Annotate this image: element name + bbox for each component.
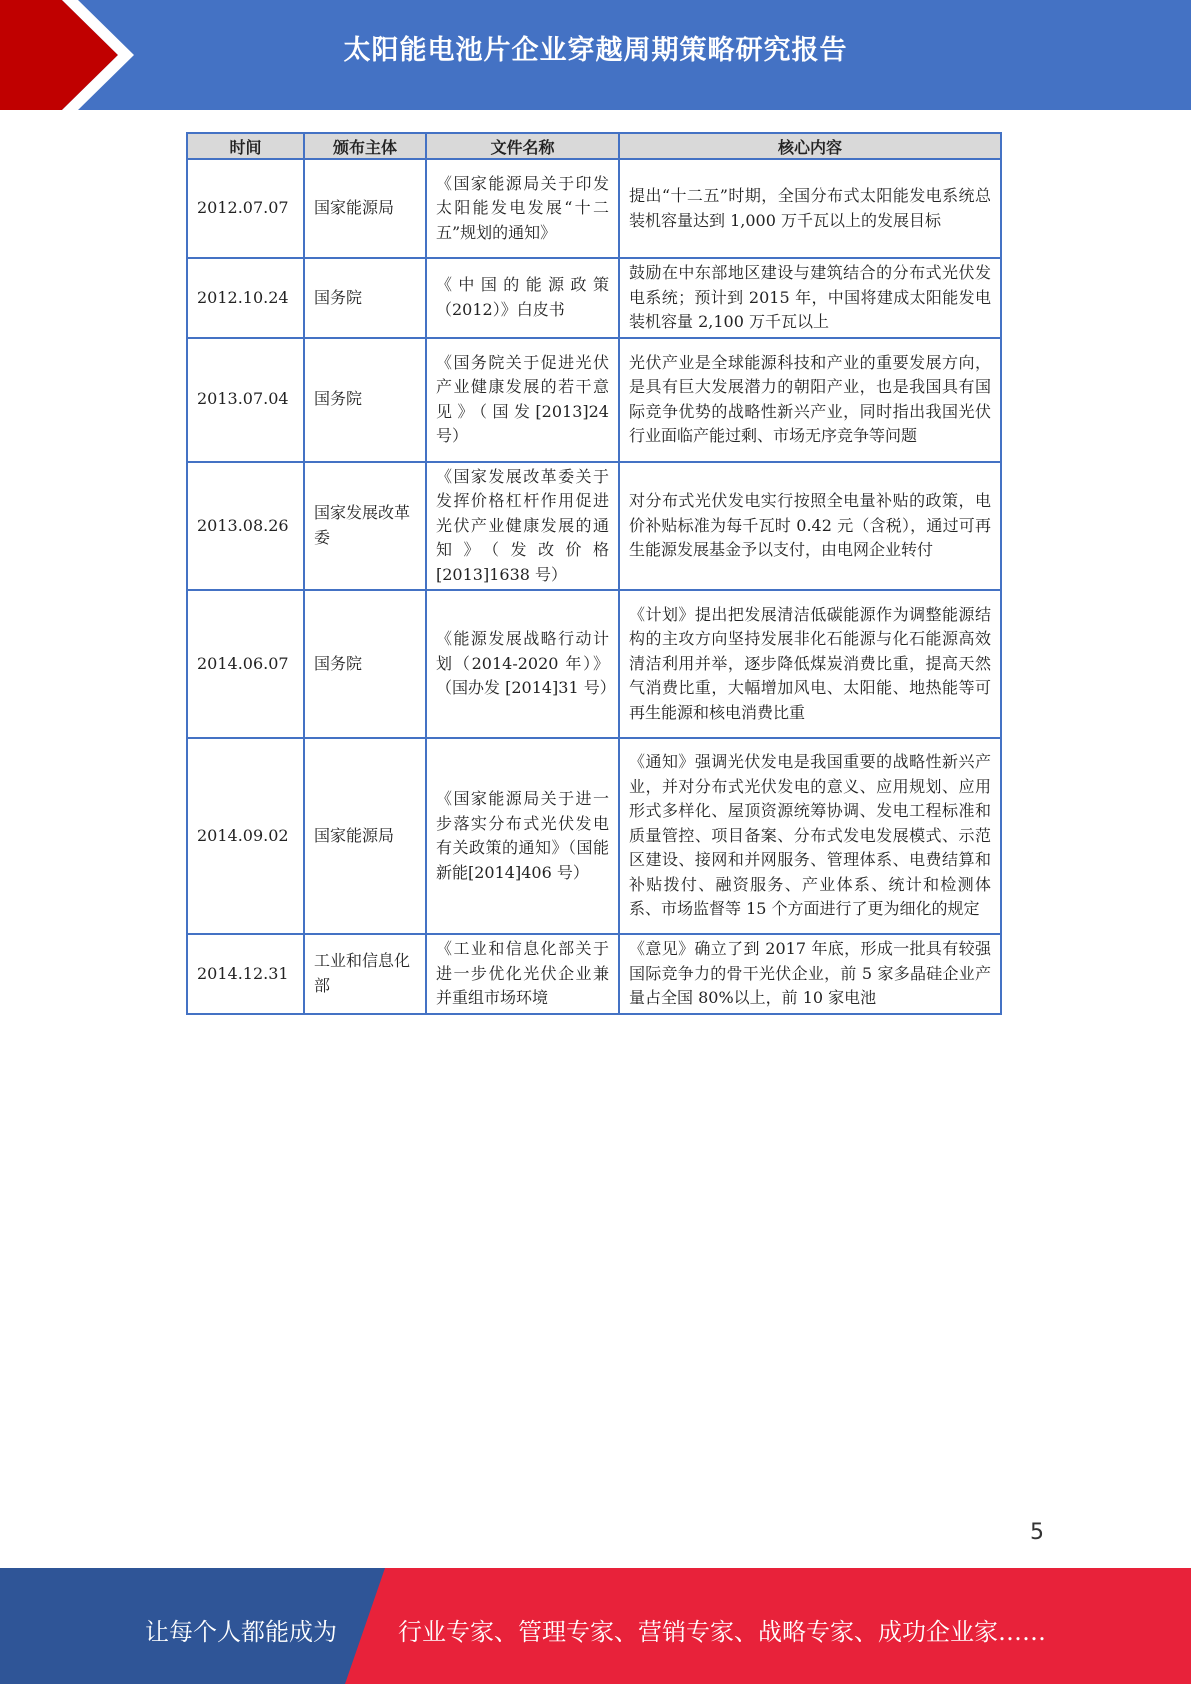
table-row: [187, 934, 1001, 1014]
cell-date: 2014.12.31: [187, 934, 304, 1014]
cell-date: 2014.06.07: [187, 590, 304, 738]
cell-document: 《工业和信息化部关于进一步优化光伏企业兼并重组市场环境: [426, 934, 619, 1014]
page-footer: [0, 1568, 1191, 1684]
column-header-document: 文件名称: [426, 133, 619, 159]
cell-issuer: 国家能源局: [304, 738, 426, 934]
table-row: [187, 338, 1001, 462]
column-header-issuer: 颁布主体: [304, 133, 426, 159]
cell-content: 对分布式光伏发电实行按照全电量补贴的政策，电价补贴标准为每千瓦时 0.42 元（含税），通过可再生能源发展基金予以支付，由电网企业转付: [619, 462, 1001, 591]
column-header-content: 核心内容: [619, 133, 1001, 159]
header-chevron-icon: [0, 0, 160, 110]
cell-content: 《通知》强调光伏发电是我国重要的战略性新兴产业，并对分布式光伏发电的意义、应用规划、应用形式多样化、屋顶资源统筹协调、发电工程标准和质量管控、项目备案、分布式发电发展模式、示范区建设、接网和并网服务、管理体系、电费结算和补贴拨付、融资服务、产业体系、统计和检测体系、市场监督等 15 个方面进行了更为细化的规定: [619, 738, 1001, 934]
cell-date: 2013.08.26: [187, 462, 304, 591]
page-number: 5: [1030, 1520, 1044, 1545]
cell-content: 提出“十二五”时期，全国分布式太阳能发电系统总装机容量达到 1,000 万千瓦以上的发展目标: [619, 159, 1001, 258]
footer-slogan-right: 行业专家、管理专家、营销专家、战略专家、成功企业家……: [398, 1618, 1046, 1646]
cell-date: 2014.09.02: [187, 738, 304, 934]
cell-document: 《国务院关于促进光伏产业健康发展的若干意见》（国发[2013]24 号）: [426, 338, 619, 462]
cell-issuer: 国家发展改革委: [304, 462, 426, 591]
cell-content: 鼓励在中东部地区建设与建筑结合的分布式光伏发电系统；预计到 2015 年，中国将建成太阳能发电装机容量 2,100 万千瓦以上: [619, 258, 1001, 338]
cell-content: 《意见》确立了到 2017 年底，形成一批具有较强国际竞争力的骨干光伏企业，前 5 家多晶硅企业产量占全国 80%以上，前 10 家电池: [619, 934, 1001, 1014]
table-row: [187, 258, 1001, 338]
table-row: [187, 159, 1001, 258]
cell-issuer: 国家能源局: [304, 159, 426, 258]
cell-content: 光伏产业是全球能源科技和产业的重要发展方向，是具有巨大发展潜力的朝阳产业，也是我国具有国际竞争优势的战略性新兴产业，同时指出我国光伏行业面临产能过剩、市场无序竞争等问题: [619, 338, 1001, 462]
page-header: [0, 0, 1191, 110]
table-row: [187, 590, 1001, 738]
cell-date: 2012.10.24: [187, 258, 304, 338]
cell-issuer: 国务院: [304, 590, 426, 738]
column-header-date: 时间: [187, 133, 304, 159]
cell-document: 《国家能源局关于进一步落实分布式光伏发电有关政策的通知》（国能新能[2014]406 号）: [426, 738, 619, 934]
cell-document: 《中国的能源政策（2012）》白皮书: [426, 258, 619, 338]
cell-issuer: 国务院: [304, 338, 426, 462]
cell-document: 《国家能源局关于印发太阳能发电发展“十二五”规划的通知》: [426, 159, 619, 258]
cell-document: 《国家发展改革委关于发挥价格杠杆作用促进光伏产业健康发展的通知》（发改价格[2013]1638 号）: [426, 462, 619, 591]
cell-content: 《计划》提出把发展清洁低碳能源作为调整能源结构的主攻方向坚持发展非化石能源与化石能源高效清洁利用并举，逐步降低煤炭消费比重，提高天然气消费比重，大幅增加风电、太阳能、地热能等可再生能源和核电消费比重: [619, 590, 1001, 738]
table-row: [187, 462, 1001, 591]
cell-date: 2012.07.07: [187, 159, 304, 258]
cell-issuer: 工业和信息化部: [304, 934, 426, 1014]
footer-slogan-left: 让每个人都能成为: [145, 1618, 337, 1646]
table-row: [187, 738, 1001, 934]
cell-document: 《能源发展战略行动计划（2014-2020 年）》（国办发 [2014]31 号）: [426, 590, 619, 738]
policy-table: [186, 132, 1002, 1015]
cell-date: 2013.07.04: [187, 338, 304, 462]
report-title: 太阳能电池片企业穿越周期策略研究报告: [343, 35, 848, 66]
cell-issuer: 国务院: [304, 258, 426, 338]
table-header-row: [187, 133, 1001, 159]
